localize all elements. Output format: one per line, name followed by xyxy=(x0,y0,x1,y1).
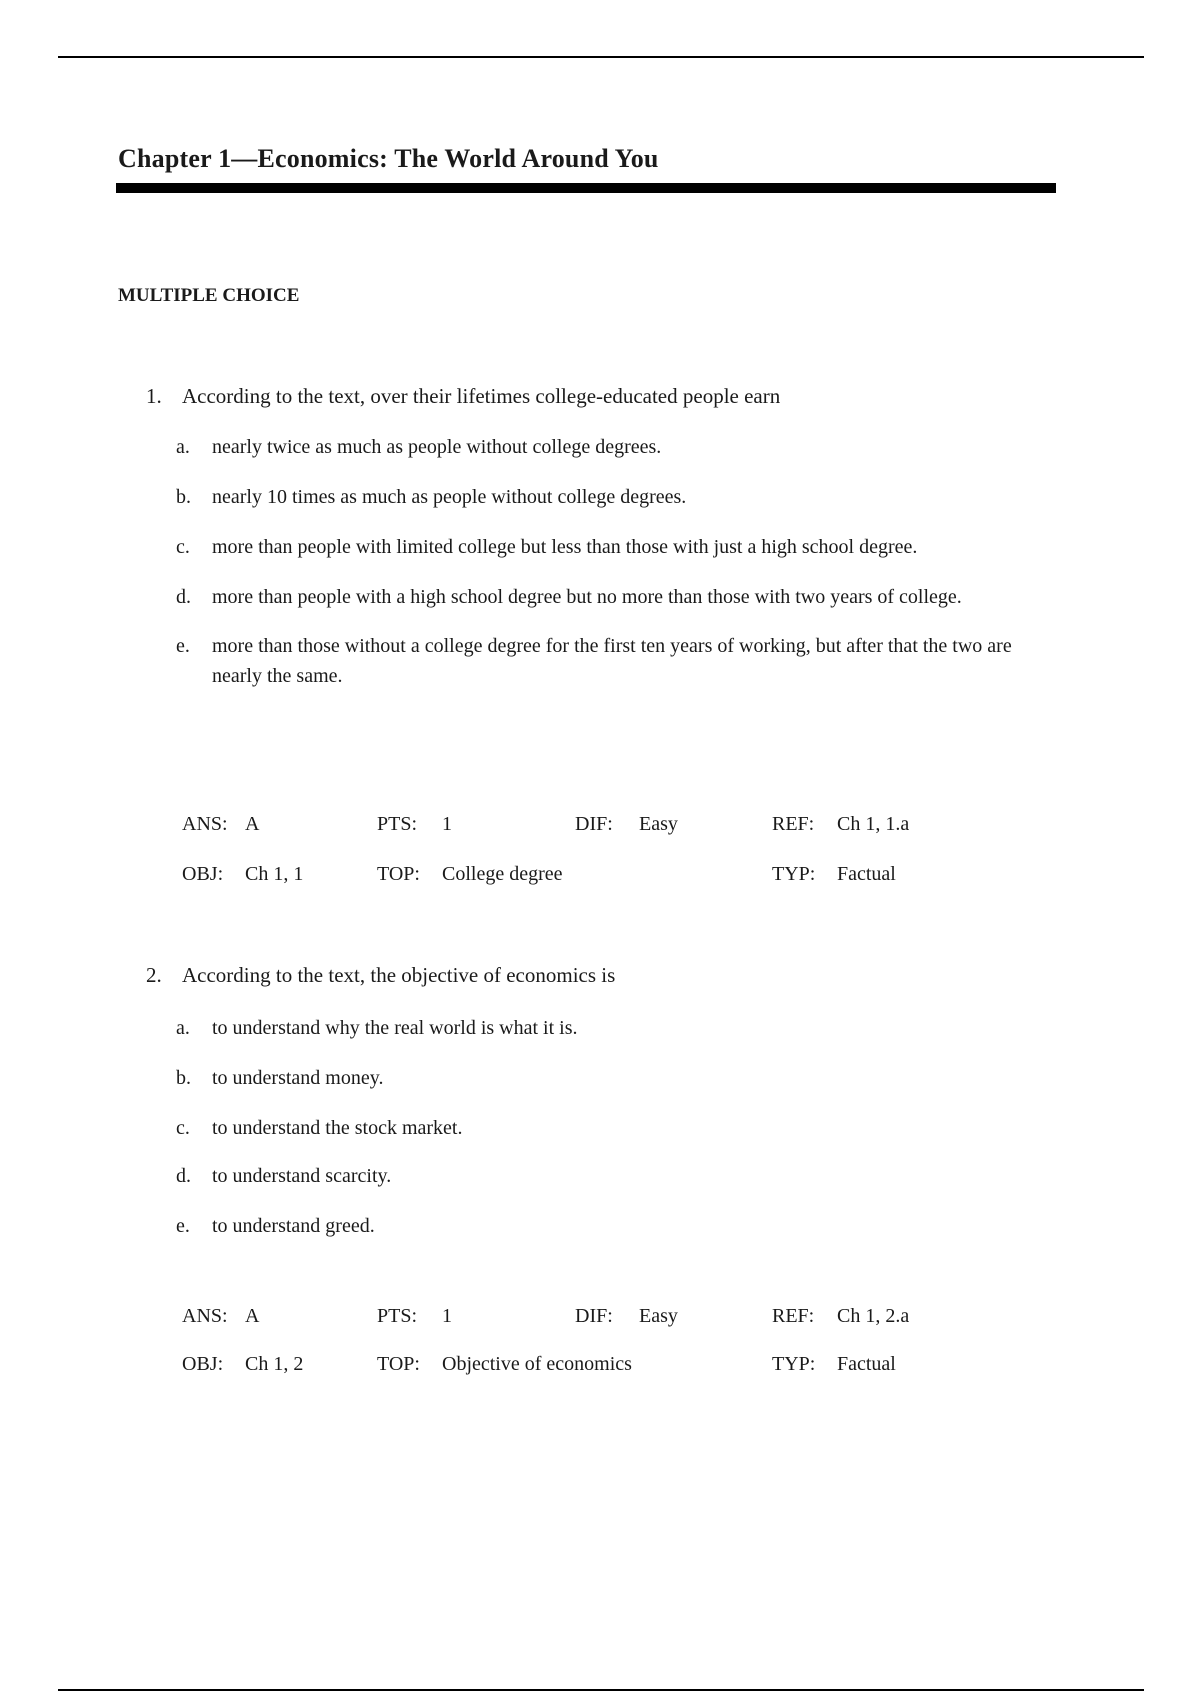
page-top-rule xyxy=(58,56,1144,58)
dif-label: DIF: xyxy=(575,1305,613,1327)
ref-label: REF: xyxy=(772,813,815,835)
obj-value: Ch 1, 1 xyxy=(245,863,304,885)
answer-option-d xyxy=(0,582,1200,612)
option-text: more than people with limited college but less than those with just a high school degree. xyxy=(212,536,918,558)
option-letter: b. xyxy=(176,1067,191,1089)
option-text: more than people with a high school degree but no more than those with two years of college. xyxy=(212,586,962,608)
top-value: College degree xyxy=(442,863,563,885)
title-underline-bar xyxy=(116,183,1056,193)
metadata-row xyxy=(0,813,1200,863)
ans-value: A xyxy=(245,813,260,835)
option-text: to understand why the real world is what it is. xyxy=(212,1017,578,1039)
dif-value: Easy xyxy=(639,813,678,835)
option-letter: a. xyxy=(176,1017,190,1039)
answer-option-a xyxy=(0,432,1200,462)
typ-value: Factual xyxy=(837,863,896,885)
option-letter: c. xyxy=(176,1117,190,1139)
typ-label: TYP: xyxy=(772,1353,816,1375)
chapter-title: Chapter 1—Economics: The World Around You xyxy=(118,144,659,173)
top-label: TOP: xyxy=(377,863,420,885)
question-1 xyxy=(0,384,1200,691)
answer-metadata-2 xyxy=(0,1305,1200,1403)
option-text: to understand money. xyxy=(212,1067,384,1089)
option-letter: e. xyxy=(176,1215,190,1237)
pts-value: 1 xyxy=(442,1305,452,1327)
option-letter: c. xyxy=(176,536,190,558)
option-text: to understand the stock market. xyxy=(212,1117,463,1139)
answer-option-c xyxy=(0,532,1200,562)
ans-label: ANS: xyxy=(182,1305,228,1327)
option-letter: b. xyxy=(176,486,191,508)
answer-metadata-1 xyxy=(0,813,1200,913)
question-text: According to the text, over their lifetimes college-educated people earn xyxy=(182,384,781,408)
obj-label: OBJ: xyxy=(182,863,224,885)
answer-option-a xyxy=(0,1013,1200,1043)
ans-label: ANS: xyxy=(182,813,228,835)
question-number: 2. xyxy=(146,963,162,987)
option-letter: a. xyxy=(176,436,190,458)
question-stem xyxy=(0,963,1200,993)
ans-value: A xyxy=(245,1305,260,1327)
section-title: MULTIPLE CHOICE xyxy=(118,285,300,306)
obj-value: Ch 1, 2 xyxy=(245,1353,304,1375)
ref-value: Ch 1, 1.a xyxy=(837,813,910,835)
answer-option-e xyxy=(0,631,1200,691)
dif-value: Easy xyxy=(639,1305,678,1327)
typ-value: Factual xyxy=(837,1353,896,1375)
top-value: Objective of economics xyxy=(442,1353,632,1375)
option-letter: d. xyxy=(176,1165,191,1187)
question-number: 1. xyxy=(146,384,162,408)
metadata-row xyxy=(0,1305,1200,1353)
option-text: more than those without a college degree for the first ten years of working, but after that the two are nearly the same. xyxy=(212,635,1012,687)
option-text: to understand greed. xyxy=(212,1215,375,1237)
top-label: TOP: xyxy=(377,1353,420,1375)
typ-label: TYP: xyxy=(772,863,816,885)
dif-label: DIF: xyxy=(575,813,613,835)
pts-label: PTS: xyxy=(377,1305,418,1327)
ref-label: REF: xyxy=(772,1305,815,1327)
question-text: According to the text, the objective of economics is xyxy=(182,963,616,987)
answer-option-b xyxy=(0,482,1200,512)
option-letter: e. xyxy=(176,635,190,657)
option-text: to understand scarcity. xyxy=(212,1165,392,1187)
answer-option-c xyxy=(0,1113,1200,1143)
pts-label: PTS: xyxy=(377,813,418,835)
question-2 xyxy=(0,963,1200,1241)
option-letter: d. xyxy=(176,586,191,608)
answer-option-e xyxy=(0,1211,1200,1241)
metadata-row xyxy=(0,1353,1200,1403)
question-stem xyxy=(0,384,1200,414)
option-text: nearly 10 times as much as people without college degrees. xyxy=(212,486,687,508)
ref-value: Ch 1, 2.a xyxy=(837,1305,910,1327)
pts-value: 1 xyxy=(442,813,452,835)
answer-option-b xyxy=(0,1063,1200,1093)
metadata-row xyxy=(0,863,1200,913)
page-bottom-rule xyxy=(58,1689,1144,1691)
option-text: nearly twice as much as people without college degrees. xyxy=(212,436,662,458)
obj-label: OBJ: xyxy=(182,1353,224,1375)
answer-option-d xyxy=(0,1161,1200,1191)
